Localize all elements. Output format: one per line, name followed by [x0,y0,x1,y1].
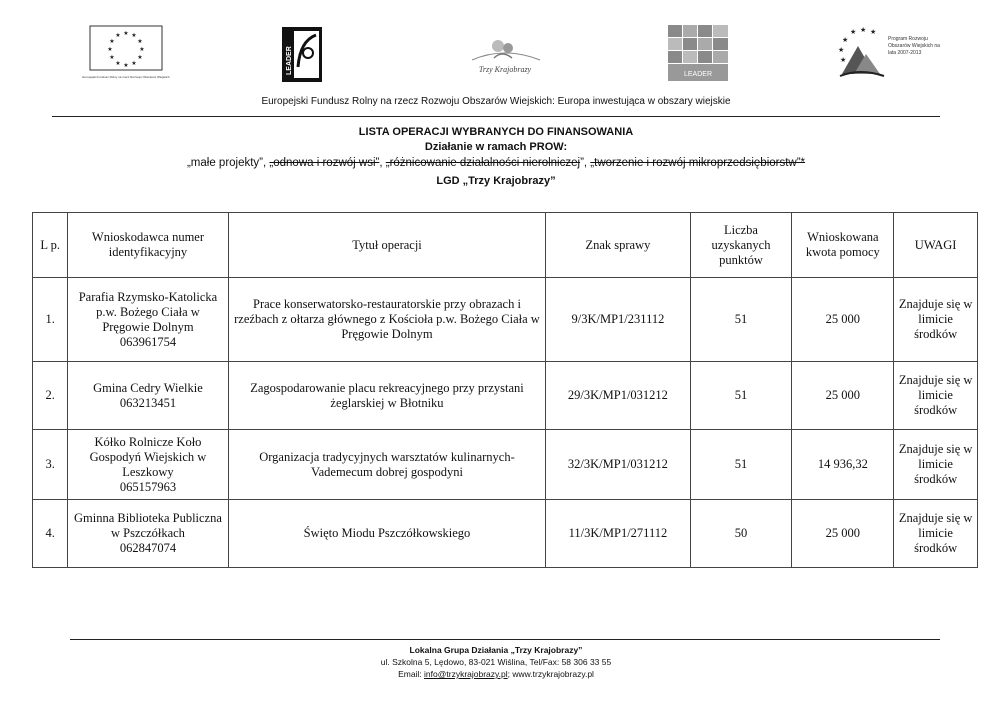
row-amount: 25 000 [792,362,894,430]
footer-divider [70,639,940,640]
row-applicant [68,278,228,362]
footer-address: ul. Szkolna 5, Lędowo, 83-021 Wiślina, Tel/Fax: 58 306 33 55 [380,657,612,667]
leader-logo-text: LEADER [286,46,293,75]
row-lp: 3. [33,430,68,500]
header-points: Liczba uzyskanych punktów [690,213,792,278]
svg-text:★: ★ [860,26,867,34]
svg-text:★: ★ [840,56,847,64]
applicant-id: 063213451 [119,395,177,410]
table-row [33,500,978,568]
svg-text:★: ★ [870,28,877,36]
svg-text:★: ★ [115,32,121,39]
table-header-row [33,213,978,278]
footer-separator: ; [507,669,513,679]
svg-text:★: ★ [139,46,145,53]
svg-text:★: ★ [131,32,137,39]
svg-text:★: ★ [842,36,849,44]
footer-email-label: Email: [398,669,425,679]
prow-logo [830,24,940,84]
lgd-grid-logo [668,25,728,81]
applicant-id: 065157963 [119,479,177,494]
row-lp: 4. [33,500,68,568]
header-title: Tytuł operacji [228,213,546,278]
eu-logo-caption: Europejski Fundusz Rolny na rzecz Rozwoju Obszarów Wiejskich [82,75,170,79]
grid-logo-text: LEADER [683,71,713,78]
row-remarks: Znajduje się w limicie środków [894,278,978,362]
svg-text:★: ★ [109,54,115,61]
applicant-name: Gmina Cedry Wielkie [93,380,203,395]
svg-text:★: ★ [131,60,137,67]
header-remarks: UWAGI [894,213,978,278]
measure-active: „małe projekty”, [186,157,270,169]
row-applicant [68,362,228,430]
row-ref: 29/3K/MP1/031212 [546,362,690,430]
svg-text:★: ★ [109,38,115,45]
measure-struck-1: „odnowa i rozwój wsi” [269,157,380,169]
program-subtitle: Działanie w ramach PROW: [424,141,568,153]
svg-text:★: ★ [137,38,143,45]
row-ref: 32/3K/MP1/031212 [546,430,690,500]
document-title: LISTA OPERACJI WYBRANYCH DO FINANSOWANIA [358,126,634,138]
table-row [33,278,978,362]
svg-text:★: ★ [838,46,845,54]
row-lp: 1. [33,278,68,362]
applicant-name: Kółko Rolnicze Koło Gospodyń Wiejskich w Leszkowy [89,434,207,479]
footer-website[interactable]: www.trzykrajobrazy.pl [512,669,594,679]
row-title: Organizacja tradycyjnych warsztatów kulinarnych- Vademecum dobrej gospodyni [228,430,546,500]
table-row [33,362,978,430]
header-amount: Wnioskowana kwota pomocy [792,213,894,278]
row-applicant [68,430,228,500]
row-points: 51 [690,362,792,430]
row-points: 51 [690,278,792,362]
lgd-name: LGD „Trzy Krajobrazy” [436,175,556,187]
row-ref: 11/3K/MP1/271112 [546,500,690,568]
leader-logo [282,27,322,82]
row-points: 51 [690,430,792,500]
applicant-name: Gminna Biblioteka Publiczna w Pszczółkach [74,511,222,540]
measure-separator-1: , [379,157,386,169]
row-remarks: Znajduje się w limicie środków [894,500,978,568]
applicant-name: Parafia Rzymsko-Katolicka p.w. Bożego Ciała w Pręgowie Dolnym [78,289,218,334]
row-ref: 9/3K/MP1/231112 [546,278,690,362]
measure-struck-3: „tworzenie i rozwój mikroprzedsiębiorstw”* [590,157,806,169]
row-remarks: Znajduje się w limicie środków [894,430,978,500]
row-amount: 25 000 [792,500,894,568]
trzy-logo-text: Trzy Krajobrazy [478,65,532,74]
footer-contact [0,669,992,681]
trzy-krajobrazy-logo [464,38,546,78]
header-lp: L p. [33,213,68,278]
svg-text:★: ★ [850,28,857,36]
row-remarks: Znajduje się w limicie środków [894,362,978,430]
row-amount: 14 936,32 [792,430,894,500]
prow-logo-text: Program Rozwoju Obszarów Wiejskich na lata 2007-2013 [888,36,940,56]
svg-text:★: ★ [123,30,129,37]
eu-flag-logo [82,24,170,84]
measure-struck-2: „różnicowanie działalności nierolniczej [385,157,581,169]
row-title: Święto Miodu Pszczółkowskiego [228,500,546,568]
operations-table [32,212,978,568]
footer-org: Lokalna Grupa Działania „Trzy Krajobrazy” [409,645,583,655]
measure-separator-2: ”, [580,157,591,169]
row-lp: 2. [33,362,68,430]
table-row [33,430,978,500]
row-title: Prace konserwatorsko-restauratorskie przy obrazach i rzeźbach z ołtarza głównego z Kościoła p.w. Bożego Ciała w Pręgowie Dolnym [228,278,546,362]
row-title: Zagospodarowanie placu rekreacyjnego przy przystani żeglarskiej w Błotniku [228,362,546,430]
fund-line: Europejski Fundusz Rolny na rzecz Rozwoju Obszarów Wiejskich: Europa inwestująca w obszary wiejskie [261,96,731,107]
applicant-id: 062847074 [119,541,177,555]
row-points: 50 [690,500,792,568]
row-applicant [68,500,228,568]
svg-text:★: ★ [107,46,113,53]
row-amount: 25 000 [792,278,894,362]
measures-line [0,157,992,169]
footer-email-link[interactable]: info@trzykrajobrazy.pl [424,669,508,679]
header-divider [52,116,940,117]
svg-text:★: ★ [137,54,143,61]
svg-text:★: ★ [123,62,129,69]
logo-bar [0,0,992,92]
header-applicant: Wnioskodawca numer identyfikacyjny [68,213,228,278]
header-ref: Znak sprawy [546,213,690,278]
svg-text:★: ★ [115,60,121,67]
applicant-id: 063961754 [119,334,177,349]
